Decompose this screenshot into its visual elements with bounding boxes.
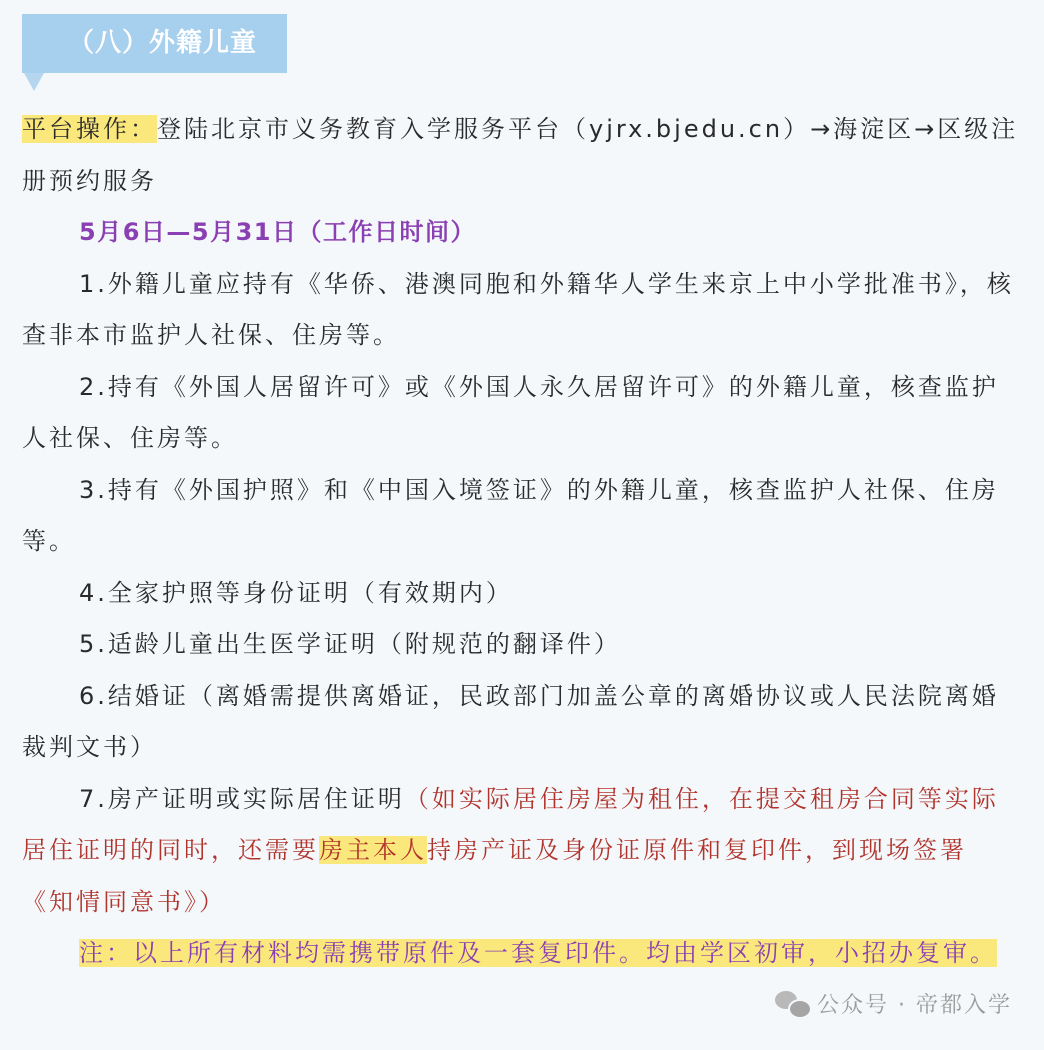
platform-text: 登陆北京市义务教育入学服务平台（yjrx.bjedu.cn）→海淀区→区级注册预约服务 [22,115,1019,195]
list-item-7 [22,774,1020,929]
note-paragraph [22,928,1020,980]
article-body [22,104,1020,980]
watermark [775,988,1012,1019]
note-text: 注：以上所有材料均需携带原件及一套复印件。均由学区初审，小招办复审。 [79,939,997,967]
watermark-text: 公众号 · 帝都入学 [817,993,1012,1018]
list-item: 5.适龄儿童出生医学证明（附规范的翻译件） [79,630,621,658]
list-item: 6.结婚证（离婚需提供离婚证，民政部门加盖公章的离婚协议或人民法院离婚裁判文书） [22,681,999,761]
section-title: （八）外籍儿童 [22,14,287,73]
list-item: 3.持有《外国护照》和《中国入境签证》的外籍儿童，核查监护人社保、住房等。 [22,475,999,555]
list-item: 2.持有《外国人居留许可》或《外国人永久居留许可》的外籍儿童，核查监护人社保、住房等。 [22,372,999,452]
platform-label: 平台操作： [22,115,157,143]
list-item: 1.外籍儿童应持有《华侨、港澳同胞和外籍华人学生来京上中小学批准书》，核查非本市监护人社保、住房等。 [22,269,1014,349]
item7-prefix: 7.房产证明或实际居住证明 [79,784,405,813]
list-item: 4.全家护照等身份证明（有效期内） [79,578,513,607]
date-range: 5月6日—5月31日（工作日时间） [79,218,476,246]
section-title-pointer [24,73,44,91]
wechat-icon [775,991,809,1017]
item7-red-part1: （如实际居住房屋为租住，在提交租房合同等实际居住证明的同时，还需要 [22,784,999,864]
item7-red-part2: 持房产证及身份证原件和复印件，到现场签署《知情同意书》） [22,836,967,916]
item7-highlight: 房主本人 [319,836,427,864]
platform-paragraph [22,104,1020,207]
